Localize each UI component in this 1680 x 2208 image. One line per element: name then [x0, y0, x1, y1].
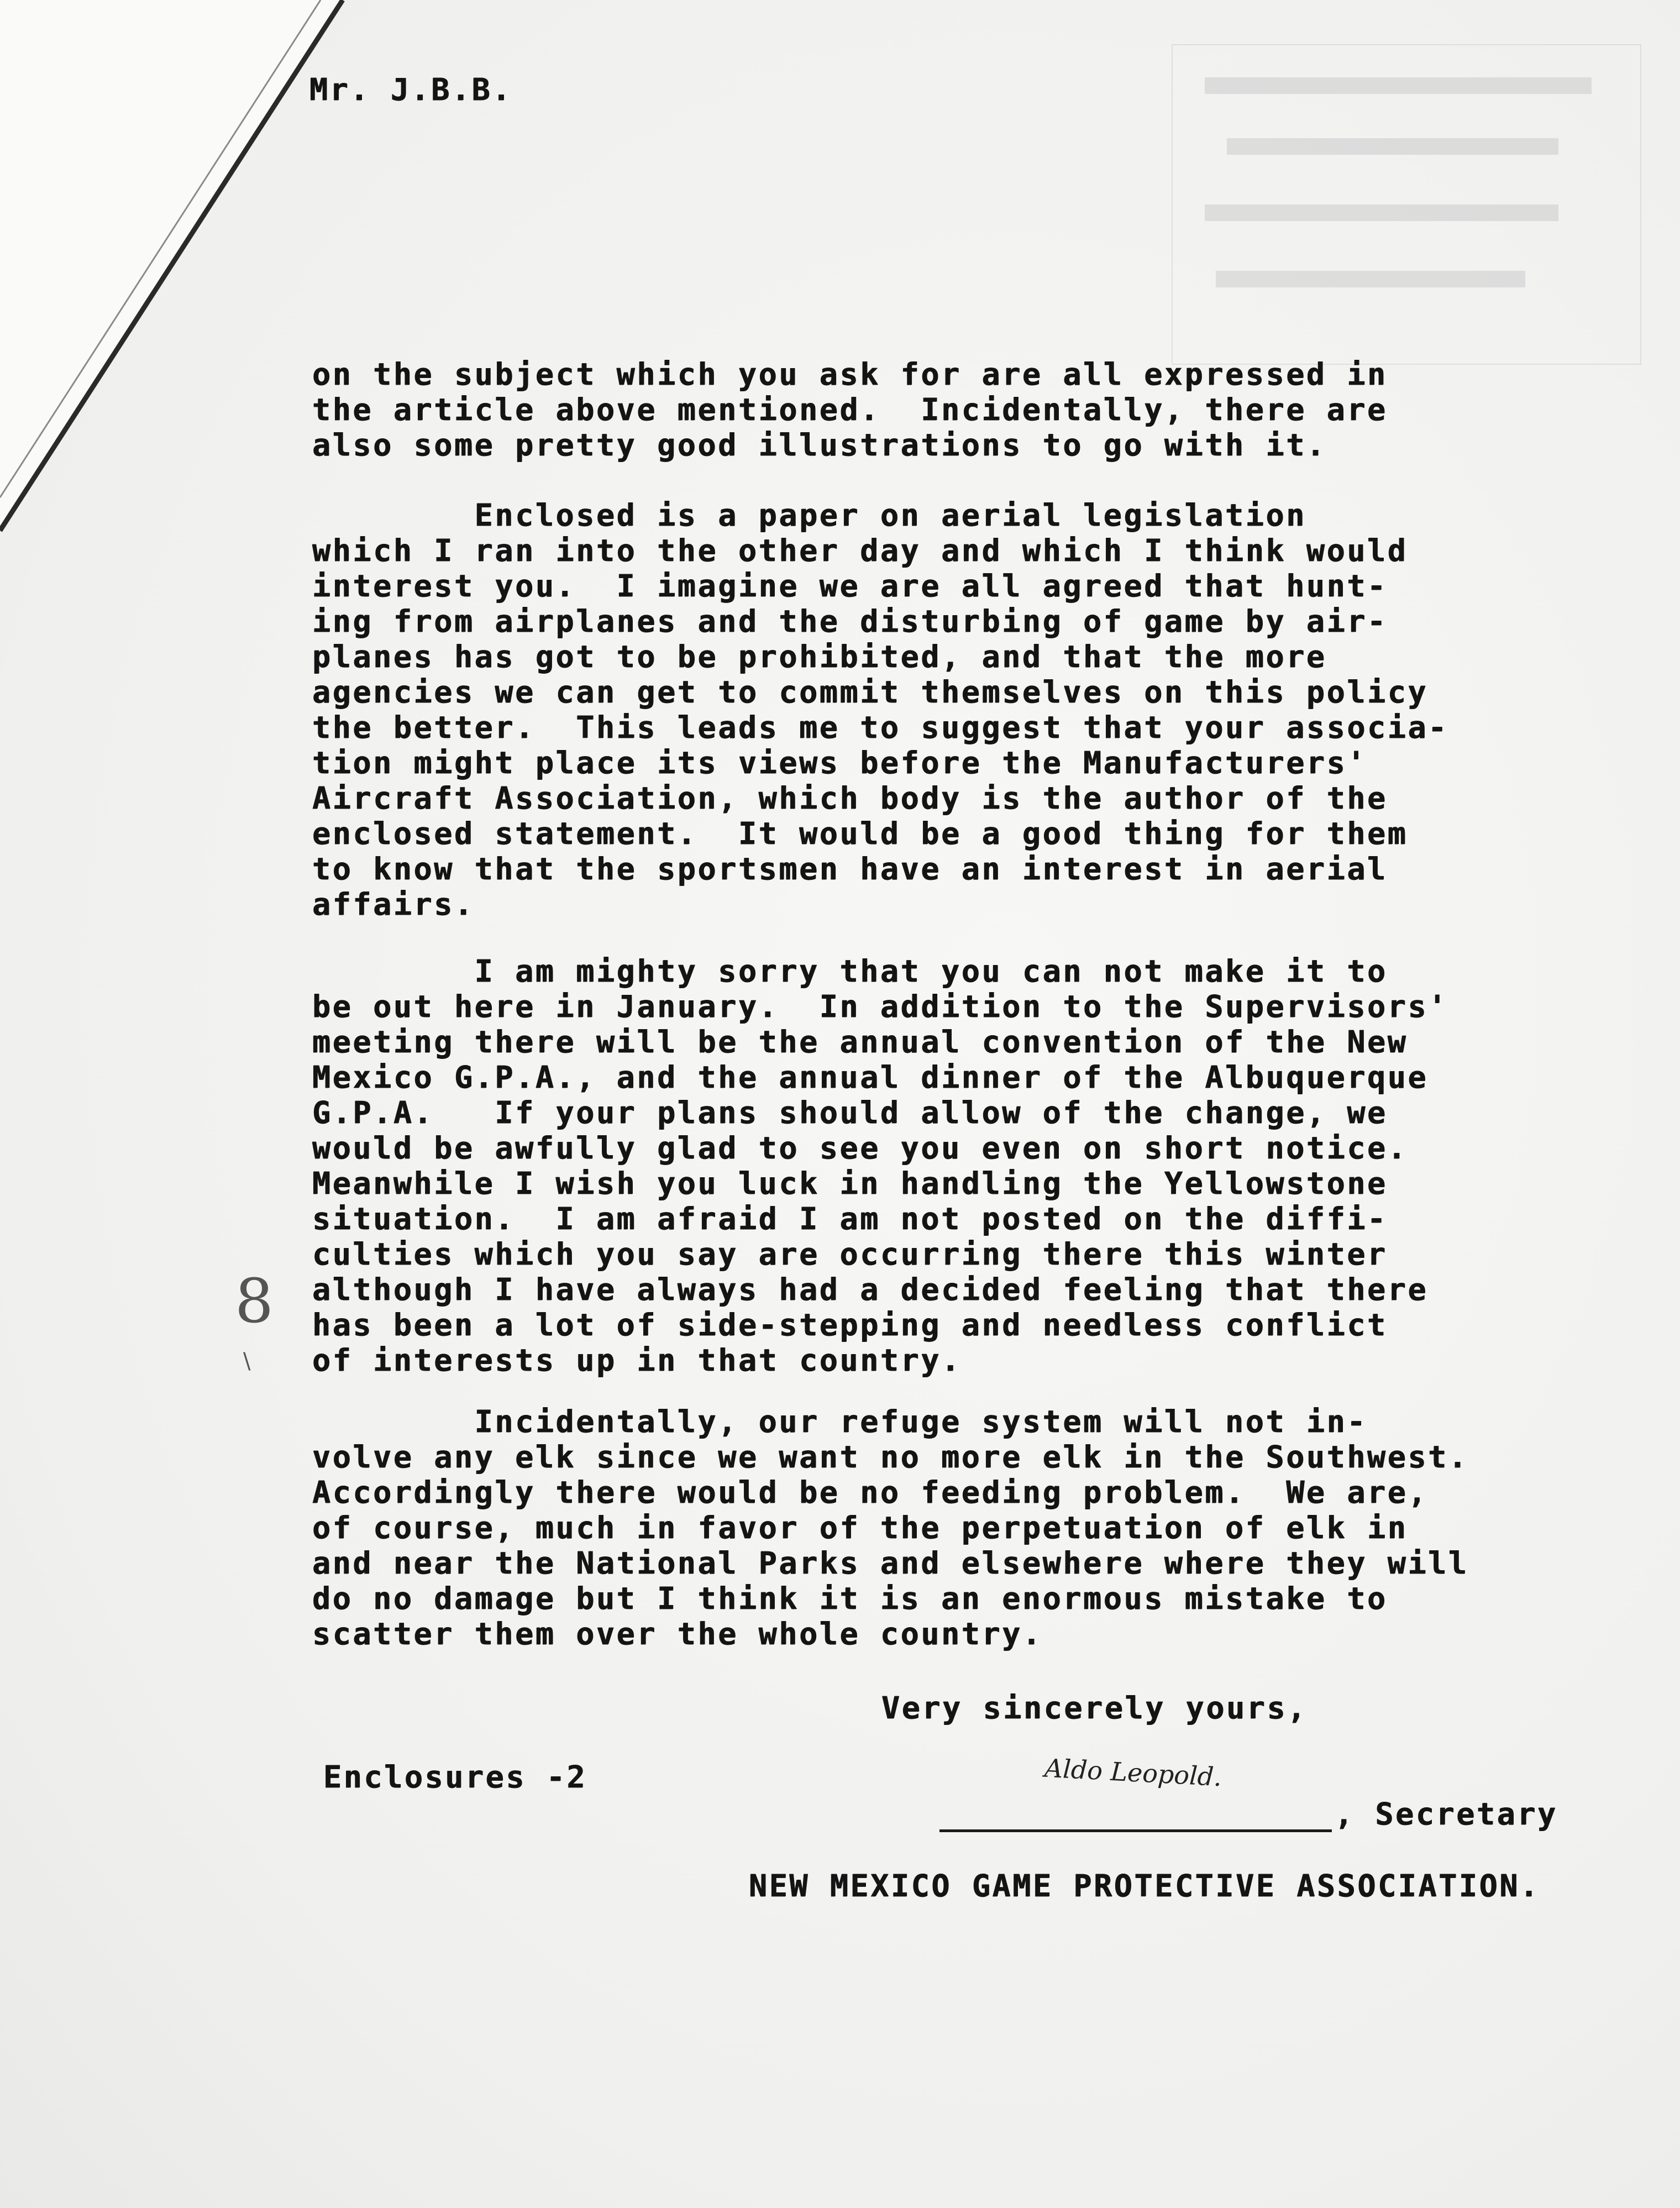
text-line: planes has got to be prohibited, and that the more — [312, 639, 1327, 674]
text-line: also some pretty good illustrations to go with it. — [312, 427, 1327, 463]
signature-line — [939, 1829, 1332, 1832]
text-line: enclosed statement. It would be a good thing for them — [312, 816, 1408, 851]
enclosures-note: Enclosures -2 — [323, 1759, 587, 1795]
text-line: situation. I am afraid I am not posted on the diffi- — [312, 1201, 1388, 1236]
text-line: the better. This leads me to suggest that your associa- — [312, 710, 1448, 745]
margin-tick: \ — [243, 1349, 251, 1374]
paragraph-4 — [312, 1404, 1583, 1651]
text-line: and near the National Parks and elsewhere where they will — [312, 1545, 1469, 1581]
organization-name: NEW MEXICO GAME PROTECTIVE ASSOCIATION. — [749, 1868, 1540, 1903]
text-line: ing from airplanes and the disturbing of game by air- — [312, 604, 1388, 639]
text-line: be out here in January. In addition to the Supervisors' — [312, 989, 1448, 1024]
text-line: to know that the sportsmen have an interest in aerial — [312, 851, 1388, 887]
text-line: on the subject which you ask for are all expressed in — [312, 356, 1388, 392]
text-line: would be awfully glad to see you even on short notice. — [312, 1130, 1408, 1166]
complimentary-closing: Very sincerely yours, — [881, 1690, 1308, 1726]
paragraph-2 — [312, 497, 1583, 922]
text-line: of course, much in favor of the perpetuation of elk in — [312, 1510, 1408, 1545]
text-line: agencies we can get to commit themselves on this policy — [312, 674, 1429, 710]
text-line: Aircraft Association, which body is the author of the — [312, 780, 1388, 816]
text-line: affairs. — [312, 887, 475, 922]
text-line: culties which you say are occurring there this winter — [312, 1236, 1388, 1272]
text-line: volve any elk since we want no more elk in the Southwest. — [312, 1439, 1469, 1475]
text-line: tion might place its views before the Manufacturers' — [312, 745, 1368, 780]
text-line: I am mighty sorry that you can not make it to — [312, 953, 1388, 989]
signature: Aldo Leopold. — [1043, 1753, 1223, 1792]
text-line: of interests up in that country. — [312, 1342, 962, 1378]
bleed-through-text — [1172, 44, 1641, 365]
text-line: Enclosed is a paper on aerial legislation — [312, 497, 1306, 533]
text-line: G.P.A. If your plans should allow of the change, we — [312, 1095, 1388, 1130]
text-line: meeting there will be the annual convention of the New — [312, 1024, 1408, 1060]
recipient-header: Mr. J.B.B. — [309, 72, 513, 107]
text-line: the article above mentioned. Incidentally, there are — [312, 392, 1388, 427]
text-line: do no damage but I think it is an enormous mistake to — [312, 1581, 1388, 1616]
text-line: scatter them over the whole country. — [312, 1616, 1043, 1651]
text-line: has been a lot of side-stepping and needless conflict — [312, 1307, 1388, 1342]
text-line: although I have always had a decided feeling that there — [312, 1272, 1429, 1307]
text-line: interest you. I imagine we are all agreed that hunt- — [312, 568, 1388, 604]
text-line: Accordingly there would be no feeding problem. We are, — [312, 1475, 1429, 1510]
signer-title: , Secretary — [1335, 1796, 1558, 1832]
paragraph-1 — [312, 356, 1583, 463]
text-line: Mexico G.P.A., and the annual dinner of the Albuquerque — [312, 1060, 1429, 1095]
text-line: which I ran into the other day and which I think would — [312, 533, 1408, 568]
margin-annotation: 8 — [235, 1266, 274, 1336]
paragraph-3 — [312, 953, 1583, 1378]
text-line: Incidentally, our refuge system will not in- — [312, 1404, 1368, 1439]
text-line: Meanwhile I wish you luck in handling the Yellowstone — [312, 1166, 1388, 1201]
